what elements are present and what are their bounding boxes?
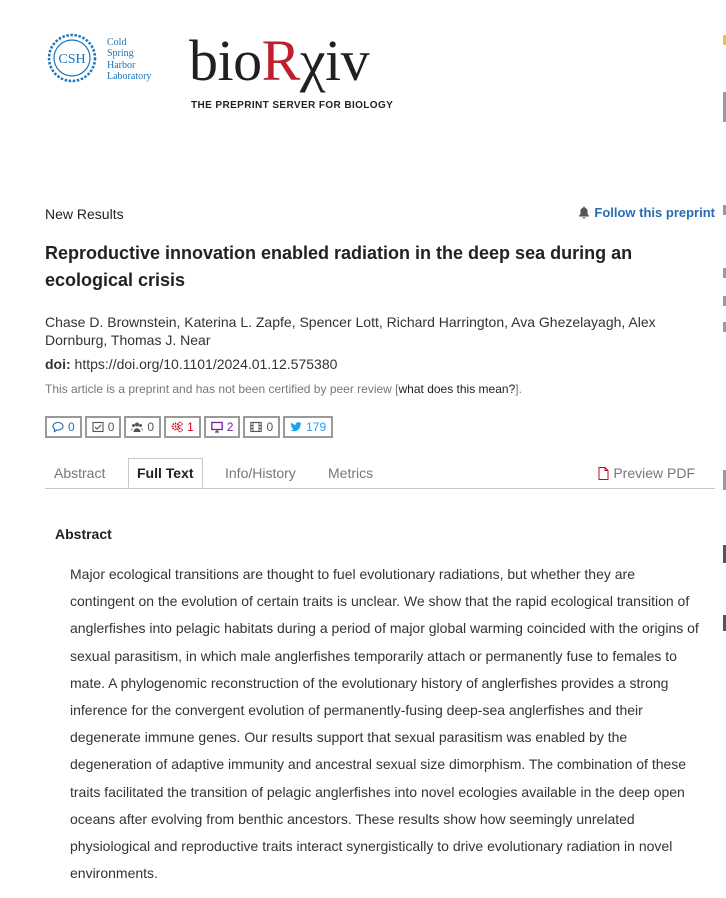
preview-pdf-link[interactable]: [598, 458, 695, 488]
article-tabs: [45, 458, 715, 489]
what-does-this-mean-link[interactable]: what does this mean?: [398, 382, 516, 396]
blogs-media-count: 2: [226, 420, 234, 434]
videos-count: 0: [266, 420, 274, 434]
tweets-badge[interactable]: [283, 416, 333, 438]
csh-word: Laboratory: [107, 71, 152, 83]
abstract-text: Major ecological transitions are thought to fuel evolutionary radiations, but whether they are contingent on the evolution of certain traits is unclear. We show that the rapid ecological transition of anglerfishes into pelagic habitats during a period of major global warming coincided with the origins of sexual parasitism, in which male anglerfishes temporarily attach or permanently fuse to females to mate. A phylogenomic reconstruction of the evolutionary history of anglerfishes provides a strong inference for the convergent evolution of permanently-fusing deep-sea anglerfishes and their degenerate immune genes. Our results support that sexual parasitism was enabled by the degeneration of adaptive immunity and ancestral sexual size dimorphism. The combination of these traits facilitated the transition of pelagic anglerfishes into novel ecologies available in the deep open oceans after evolving from benthic ancestors. These results show how seemingly unrelated physiological and reproductive traits interact synergistically to drive evolutionary radiation in novel environments.: [70, 566, 699, 882]
follow-preprint-link[interactable]: [578, 205, 715, 220]
site-tagline: THE PREPRINT SERVER FOR BIOLOGY: [191, 100, 394, 111]
csh-word: Spring: [107, 48, 134, 60]
abstract-heading: Abstract: [55, 526, 112, 542]
biorxiv-wordmark: bioRχiv: [189, 28, 370, 93]
automated-services-badge[interactable]: [164, 416, 201, 438]
doi-line: [45, 356, 337, 372]
peer-review-disclaimer: [45, 382, 522, 396]
community-count: 0: [147, 420, 155, 434]
metrics-bar: [45, 416, 333, 438]
follow-label: Follow this preprint: [594, 205, 715, 220]
blogs-media-badge[interactable]: [204, 416, 241, 438]
checklist-icon: [92, 421, 104, 433]
disclaimer-text: This article is a preprint and has not been certified by peer review [: [45, 382, 399, 396]
tab-full-text[interactable]: Full Text: [128, 458, 203, 488]
gears-icon: [171, 421, 183, 433]
comment-icon: [52, 421, 64, 433]
article-type: New Results: [45, 206, 124, 222]
csh-wordmark: [107, 37, 151, 83]
automated-services-count: 1: [187, 420, 194, 434]
reviews-count: 0: [107, 420, 115, 434]
csh-word: Harbor: [107, 59, 136, 71]
doi-link[interactable]: https://doi.org/10.1101/2024.01.12.575380: [74, 356, 338, 372]
tab-info-history[interactable]: Info/History: [225, 465, 296, 481]
film-icon: [250, 421, 262, 433]
csh-logo[interactable]: [47, 33, 162, 89]
disclaimer-end: ].: [515, 382, 522, 396]
reviews-badge[interactable]: [85, 416, 122, 438]
csh-circle-icon: [47, 33, 97, 83]
csh-initials: CSH: [58, 52, 86, 67]
users-icon: [131, 421, 143, 433]
csh-word: Cold: [107, 37, 127, 48]
tweets-count: 179: [306, 420, 327, 434]
tab-abstract[interactable]: Abstract: [54, 465, 106, 481]
preview-pdf-label: Preview PDF: [613, 465, 695, 481]
article-title: Reproductive innovation enabled radiation in the deep sea during an ecological crisis: [45, 243, 633, 290]
bell-icon: [578, 206, 590, 219]
author-list[interactable]: Chase D. Brownstein, Katerina L. Zapfe, Spencer Lott, Richard Harrington, Ava Ghezelayagh, Alex Dornburg, Thomas J. Near: [45, 314, 656, 348]
videos-badge[interactable]: [243, 416, 280, 438]
tab-metrics[interactable]: Metrics: [328, 465, 374, 481]
biorxiv-logo[interactable]: [189, 28, 404, 93]
monitor-icon: [211, 421, 223, 433]
twitter-icon: [290, 421, 302, 433]
doi-label: doi:: [45, 356, 71, 372]
comments-badge[interactable]: [45, 416, 82, 438]
cropped-sidebar-edge: [720, 0, 726, 898]
community-badge[interactable]: [124, 416, 161, 438]
comments-count: 0: [68, 420, 75, 434]
pdf-file-icon: [598, 467, 609, 480]
